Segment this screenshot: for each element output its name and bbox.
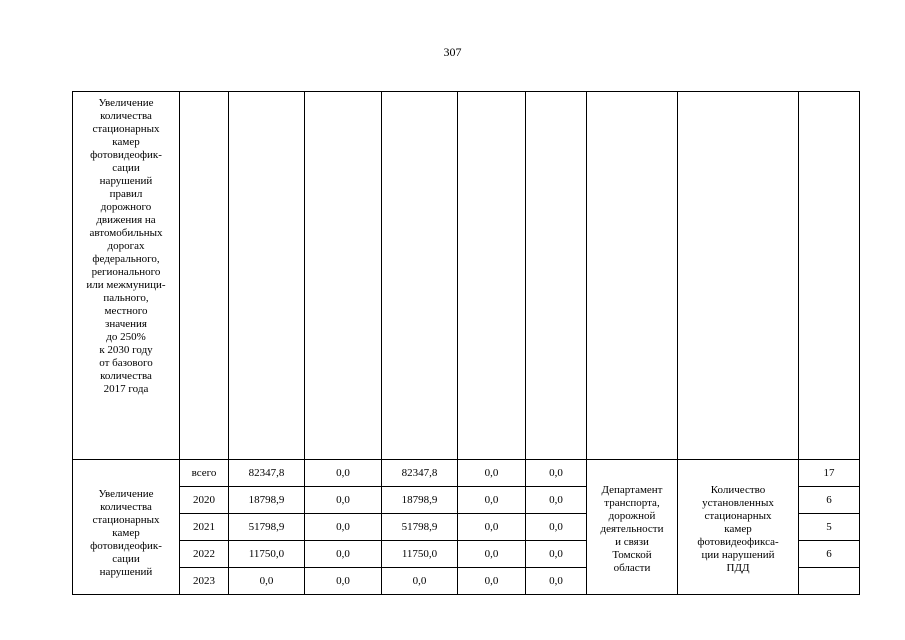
empty-cell <box>587 92 678 460</box>
total-cell: 0,0 <box>229 568 305 595</box>
empty-cell <box>458 92 526 460</box>
executor-cell: Департамент транспорта, дорожной деятельности и связи Томской области <box>587 460 678 595</box>
goal-row <box>73 92 860 460</box>
empty-cell <box>305 92 382 460</box>
indicator-cell: Количество установленных стационарных камер фотовидеофикса- ции нарушений ПДД <box>678 460 799 595</box>
other-cell: 0,0 <box>526 541 587 568</box>
program-table <box>72 91 860 595</box>
other-cell: 0,0 <box>526 487 587 514</box>
local-cell: 0,0 <box>458 568 526 595</box>
empty-cell <box>799 92 860 460</box>
target-value-cell <box>799 568 860 595</box>
federal-cell: 0,0 <box>305 514 382 541</box>
federal-cell: 0,0 <box>305 460 382 487</box>
federal-cell: 0,0 <box>305 541 382 568</box>
other-cell: 0,0 <box>526 514 587 541</box>
data-row-total <box>73 460 860 487</box>
total-cell: 18798,9 <box>229 487 305 514</box>
period-cell: 2022 <box>180 541 229 568</box>
regional-cell: 51798,9 <box>382 514 458 541</box>
regional-cell: 0,0 <box>382 568 458 595</box>
period-cell: 2023 <box>180 568 229 595</box>
target-value-cell: 6 <box>799 541 860 568</box>
other-cell: 0,0 <box>526 460 587 487</box>
total-cell: 51798,9 <box>229 514 305 541</box>
task-description: Увеличение количества стационарных камер фотовидеофик- сации нарушений <box>73 460 180 595</box>
local-cell: 0,0 <box>458 514 526 541</box>
total-cell: 82347,8 <box>229 460 305 487</box>
local-cell: 0,0 <box>458 487 526 514</box>
regional-cell: 82347,8 <box>382 460 458 487</box>
target-value-cell: 17 <box>799 460 860 487</box>
period-cell: всего <box>180 460 229 487</box>
local-cell: 0,0 <box>458 460 526 487</box>
empty-cell <box>180 92 229 460</box>
local-cell: 0,0 <box>458 541 526 568</box>
regional-cell: 18798,9 <box>382 487 458 514</box>
empty-cell <box>526 92 587 460</box>
period-cell: 2021 <box>180 514 229 541</box>
goal-description: Увеличение количества стационарных камер фотовидеофик- сации нарушений правил дорожного движения на автомобильных дорогах федерального, регионального или межмуници- пального, местного значения до 250% к 2030 году от базового количества 2017 года <box>73 92 180 460</box>
period-cell: 2020 <box>180 487 229 514</box>
empty-cell <box>678 92 799 460</box>
empty-cell <box>382 92 458 460</box>
federal-cell: 0,0 <box>305 568 382 595</box>
total-cell: 11750,0 <box>229 541 305 568</box>
target-value-cell: 6 <box>799 487 860 514</box>
target-value-cell: 5 <box>799 514 860 541</box>
federal-cell: 0,0 <box>305 487 382 514</box>
regional-cell: 11750,0 <box>382 541 458 568</box>
empty-cell <box>229 92 305 460</box>
page-number: 307 <box>443 45 462 59</box>
other-cell: 0,0 <box>526 568 587 595</box>
